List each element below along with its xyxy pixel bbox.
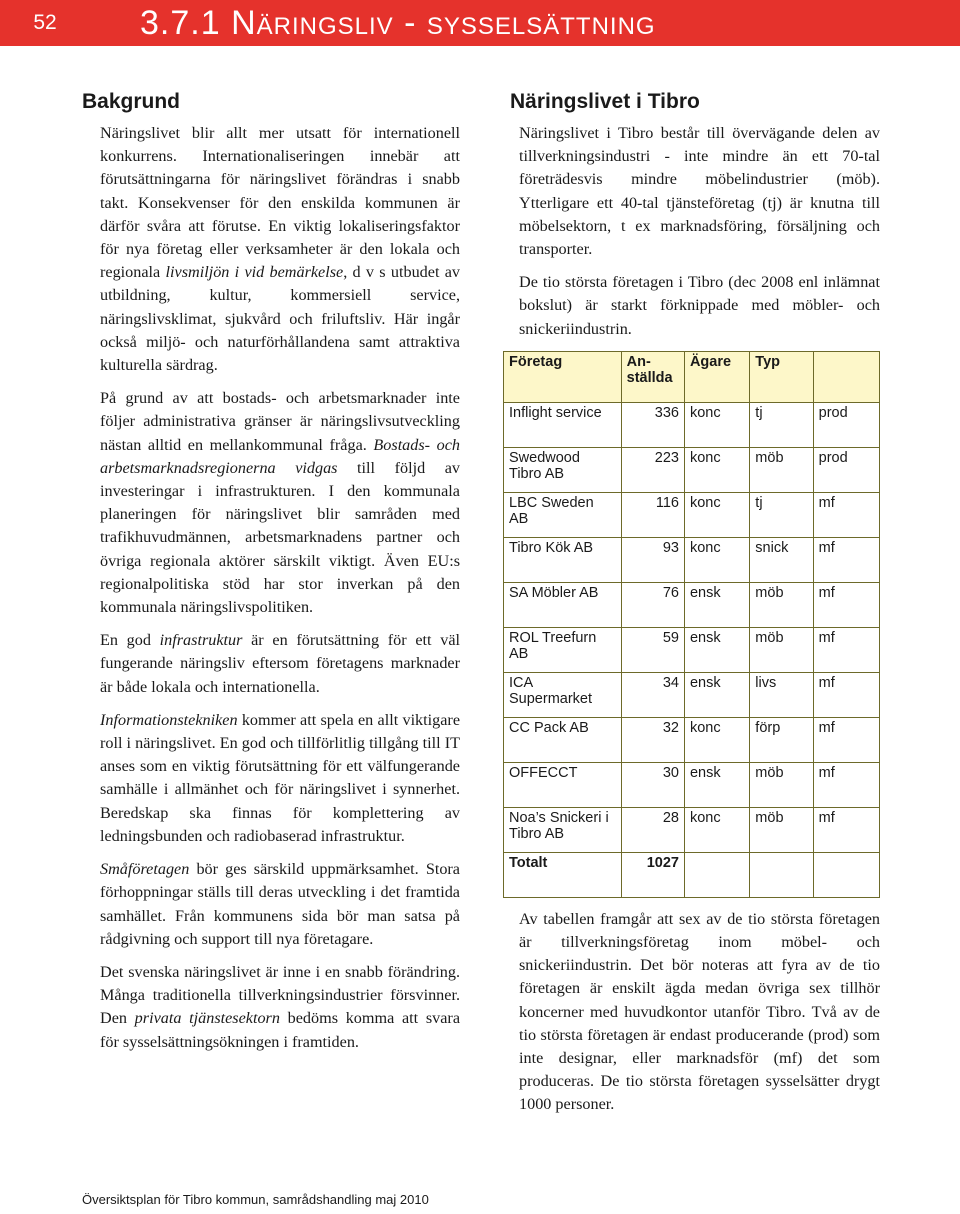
- cell-owner: konc: [684, 447, 749, 492]
- empty-cell: [813, 852, 879, 897]
- paragraph-5: Småföretagen bör ges särskild uppmärksamhet. Stora förhoppningar ställs till deras utveckling i det framtida samhället. Från kommunens sida bör man satsa på rådgivning och support till nya företagare.: [100, 860, 460, 948]
- cell-owner: ensk: [684, 627, 749, 672]
- companies-table-wrap: [503, 351, 880, 898]
- empty-cell: [750, 852, 813, 897]
- cell-type: möb: [750, 762, 813, 807]
- cell-company: ROL Treefurn AB: [504, 627, 622, 672]
- cell-company: Tibro Kök AB: [504, 537, 622, 582]
- left-column: [82, 90, 460, 1064]
- cell-role: mf: [813, 492, 879, 537]
- page-number: 52: [33, 11, 57, 34]
- chapter-title: 3.7.1 Näringsliv - sysselsättning: [140, 4, 656, 42]
- table-row: [504, 762, 880, 807]
- paragraph-3: En god infrastruktur är en förutsättning för ett väl fungerande näringsliv eftersom företagens marknader är både lokala och internationella.: [100, 631, 461, 696]
- cell-owner: konc: [684, 537, 749, 582]
- cell-owner: konc: [684, 402, 749, 447]
- right-paragraph-1: Näringslivet i Tibro består till övervägande delen av tillverkningsindustri - inte mindre än ett 70-tal företrädesvis mindre möbelindustrier (möb). Ytterligare ett 40-tal tjänsteföretag (tj) är knutna till möbelsektorn, t ex marknadsföring, försäljning och transporter.: [519, 124, 880, 259]
- cell-role: mf: [813, 582, 879, 627]
- right-paragraph-3: Av tabellen framgår att sex av de tio största företagen är tillverkningsföretag inom möbel- och snickeriindustrin. Det bör noteras att fyra av de tio företagen är enskilt ägda medan övriga sex tillhör koncerner med huvudkontor utanför Tibro. Två av de tio största företagen är endast producerande (prod) som inte designar, eller marknadsför (mf) det som produceras. De tio största företagen sysselsätter drygt 1000 personer.: [519, 909, 880, 1114]
- cell-company: SA Möbler AB: [504, 582, 622, 627]
- page-footer: Översiktsplan för Tibro kommun, samrådshandling maj 2010: [82, 1192, 429, 1207]
- cell-employees: 32: [621, 717, 684, 762]
- cell-owner: ensk: [684, 762, 749, 807]
- table-row: [504, 627, 880, 672]
- section-heading-naringslivet: Näringslivet i Tibro: [510, 90, 700, 113]
- cell-owner: konc: [684, 807, 749, 852]
- cell-company: LBC Sweden AB: [504, 492, 622, 537]
- cell-employees: 59: [621, 627, 684, 672]
- cell-type: förp: [750, 717, 813, 762]
- cell-role: prod: [813, 447, 879, 492]
- table-row: [504, 717, 880, 762]
- cell-type: möb: [750, 582, 813, 627]
- paragraph-6: Det svenska näringslivet är inne i en snabb förändring. Många traditionella tillverkningsindustrier försvinner. Den privata tjänstesektorn bedöms komma att svara för sysselsättningsökningen i framtiden.: [100, 962, 461, 1051]
- cell-employees: 116: [621, 492, 684, 537]
- cell-type: snick: [750, 537, 813, 582]
- cell-type: tj: [750, 402, 813, 447]
- header-blank: [813, 351, 879, 402]
- cell-employees: 93: [621, 537, 684, 582]
- cell-type: tj: [750, 492, 813, 537]
- cell-role: mf: [813, 672, 879, 717]
- cell-company: Inflight service: [504, 402, 622, 447]
- paragraph-4: Informationstekniken kommer att spela en allt viktigare roll i näringslivet. En god och tillförlitlig tillgång till IT anses som en viktig förutsättning för ett välfungerande samhälle i allmänhet och för näringslivet i synnerhet. Beredskap ska finnas för komplettering av ledningsbunden och radiobaserad infrastruktur.: [100, 710, 461, 845]
- cell-company: ICA Supermarket: [504, 672, 622, 717]
- cell-company: Swedwood Tibro AB: [504, 447, 622, 492]
- header-anstallda: An-ställda: [621, 351, 684, 402]
- cell-role: mf: [813, 762, 879, 807]
- empty-cell: [684, 852, 749, 897]
- cell-owner: konc: [684, 492, 749, 537]
- cell-owner: konc: [684, 717, 749, 762]
- cell-role: mf: [813, 717, 879, 762]
- cell-type: möb: [750, 807, 813, 852]
- cell-role: mf: [813, 537, 879, 582]
- page-header: [0, 0, 960, 46]
- cell-employees: 30: [621, 762, 684, 807]
- header-agare: Ägare: [684, 351, 749, 402]
- table-row: [504, 492, 880, 537]
- cell-role: mf: [813, 627, 879, 672]
- total-label: Totalt: [504, 852, 622, 897]
- table-total-row: [504, 852, 880, 897]
- section-heading-bakgrund: Bakgrund: [82, 90, 181, 113]
- cell-employees: 34: [621, 672, 684, 717]
- cell-company: OFFECCT: [504, 762, 622, 807]
- cell-role: prod: [813, 402, 879, 447]
- cell-employees: 28: [621, 807, 684, 852]
- table-header-row: [504, 351, 880, 402]
- cell-owner: ensk: [684, 672, 749, 717]
- cell-owner: ensk: [684, 582, 749, 627]
- cell-company: Noa’s Snickeri i Tibro AB: [504, 807, 622, 852]
- header-typ: Typ: [750, 351, 813, 402]
- table-row: [504, 672, 880, 717]
- table-row: [504, 582, 880, 627]
- table-row: [504, 447, 880, 492]
- right-column: [503, 90, 880, 1127]
- table-row: [504, 402, 880, 447]
- header-foretag: Företag: [504, 351, 622, 402]
- cell-role: mf: [813, 807, 879, 852]
- total-value: 1027: [621, 852, 684, 897]
- cell-type: möb: [750, 447, 813, 492]
- right-paragraph-2: De tio största företagen i Tibro (dec 2008 enl inlämnat bokslut) är starkt förknippade med möbler- och snickeriindustrin.: [519, 273, 880, 338]
- paragraph-1: Näringslivet blir allt mer utsatt för internationell konkurrens. Internationaliseringen innebär att förutsättningarna för näringslivet förändras i snabb takt. Konsekvenser för den enskilda kommunen är därför svåra att förutse. En viktig lokaliseringsfaktor för nya företag eller verksamheter är den lokala och regionala livsmiljön i vid bemärkelse, d v s utbudet av utbildning, kultur, kommersiell service, näringslivsklimat, sjukvård och friluftsliv. Här ingår också miljö- och naturförhållandena samt attraktiva kulturella särdrag.: [100, 124, 461, 375]
- paragraph-2: På grund av att bostads- och arbetsmarknader inte följer administrativa gränser är näringslivsutveckling nästan alltid en mellankommunal fråga. Bostads- och arbetsmarknadsregionerna vidgas till följd av investeringar i infrastrukturen. I den kommunala planeringen för näringslivet blir samråden med trafikhuvudmännen, arbetsmarknadens partner och övriga regionala aktörer särskilt viktigt. Även EU:s regionalpolitiska stöd har stor inverkan på den kommunala näringslivspolitiken.: [100, 389, 461, 617]
- cell-company: CC Pack AB: [504, 717, 622, 762]
- table-row: [504, 807, 880, 852]
- companies-table: [503, 351, 880, 898]
- cell-type: livs: [750, 672, 813, 717]
- cell-employees: 223: [621, 447, 684, 492]
- table-row: [504, 537, 880, 582]
- cell-employees: 76: [621, 582, 684, 627]
- cell-type: möb: [750, 627, 813, 672]
- cell-employees: 336: [621, 402, 684, 447]
